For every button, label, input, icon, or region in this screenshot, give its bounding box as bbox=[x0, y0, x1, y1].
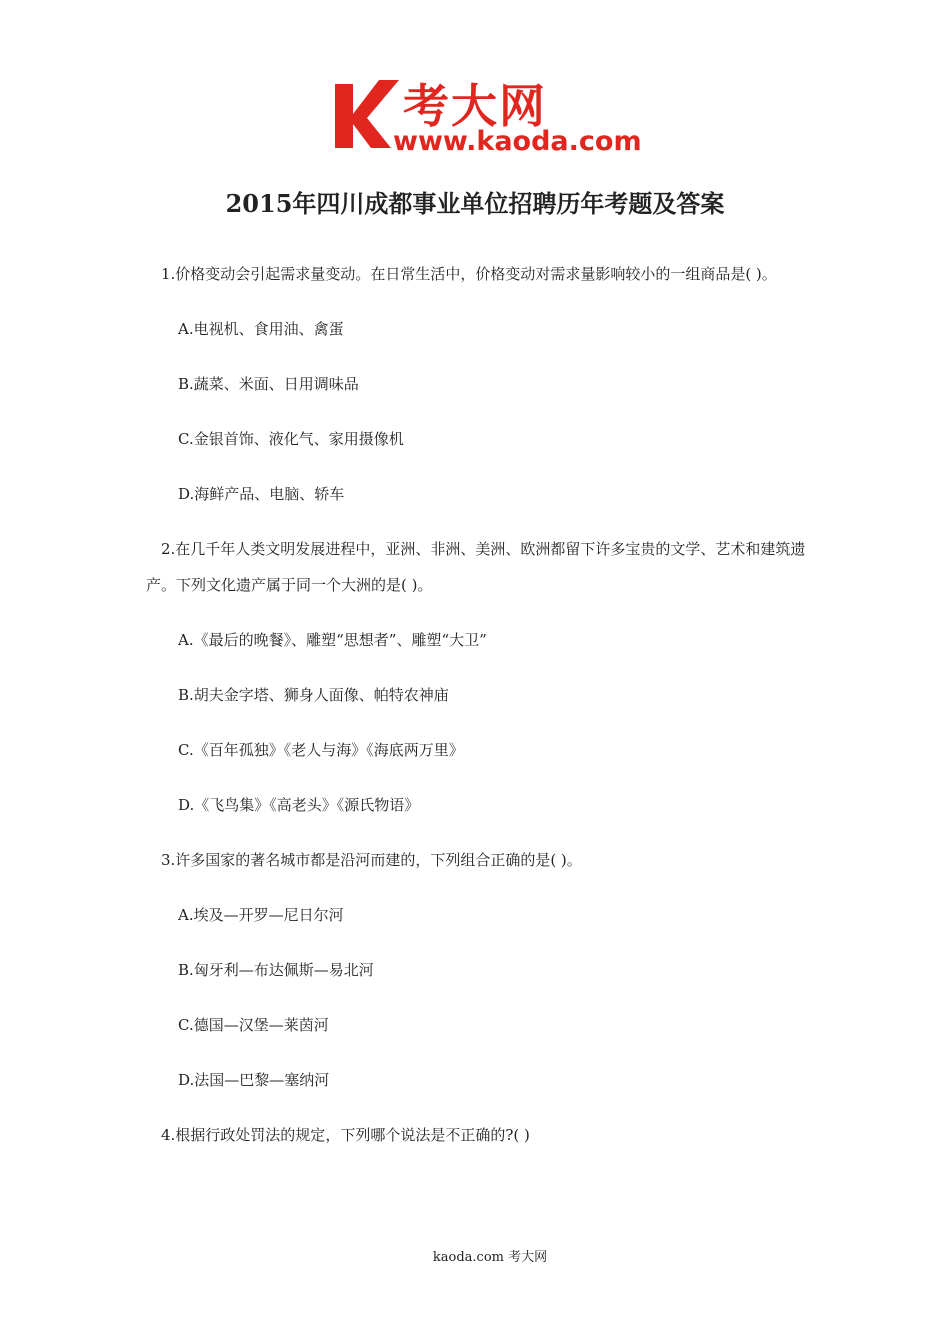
logo-text-cn: 考大网 bbox=[403, 79, 547, 133]
question-4 bbox=[146, 1117, 810, 1153]
option-c: C.德国—汉堡—莱茵河 bbox=[178, 1016, 329, 1034]
page-footer: kaoda.com 考大网 bbox=[432, 1250, 548, 1265]
option-d: D.法国—巴黎—塞纳河 bbox=[178, 1071, 330, 1089]
question-stem: 2.在几千年人类文明发展进程中，亚洲、非洲、美洲、欧洲都留下许多宝贵的文学、艺术和建筑遗产。下列文化遗产属于同一个大洲的是( )。 bbox=[146, 540, 806, 594]
question-1 bbox=[146, 256, 810, 512]
option-d: D.海鲜产品、电脑、轿车 bbox=[178, 485, 345, 503]
question-stem: 3.许多国家的著名城市都是沿河而建的，下列组合正确的是( )。 bbox=[161, 851, 582, 869]
question-list bbox=[146, 256, 810, 1172]
question-3 bbox=[146, 842, 810, 1098]
option-c: C.金银首饰、液化气、家用摄像机 bbox=[178, 430, 404, 448]
site-logo[interactable] bbox=[333, 76, 653, 160]
option-a: A.电视机、食用油、禽蛋 bbox=[178, 320, 344, 338]
option-b: B.胡夫金字塔、狮身人面像、帕特农神庙 bbox=[178, 686, 449, 704]
question-2 bbox=[146, 531, 810, 823]
page-title: 2015年四川成都事业单位招聘历年考题及答案 bbox=[225, 189, 725, 218]
option-a: A.《最后的晚餐》、雕塑“思想者”、雕塑“大卫” bbox=[178, 631, 487, 649]
question-stem: 1.价格变动会引起需求量变动。在日常生活中，价格变动对需求量影响较小的一组商品是( )。 bbox=[161, 265, 777, 283]
option-a: A.埃及—开罗—尼日尔河 bbox=[178, 906, 344, 924]
logo-url: www.kaoda.com bbox=[393, 126, 642, 157]
question-stem: 4.根据行政处罚法的规定，下列哪个说法是不正确的?( ) bbox=[161, 1126, 530, 1144]
option-b: B.蔬菜、米面、日用调味品 bbox=[178, 375, 359, 393]
option-c: C.《百年孤独》《老人与海》《海底两万里》 bbox=[178, 741, 464, 759]
option-d: D.《飞鸟集》《高老头》《源氏物语》 bbox=[178, 796, 420, 814]
k-logo-icon bbox=[333, 76, 401, 156]
option-b: B.匈牙利—布达佩斯—易北河 bbox=[178, 961, 374, 979]
